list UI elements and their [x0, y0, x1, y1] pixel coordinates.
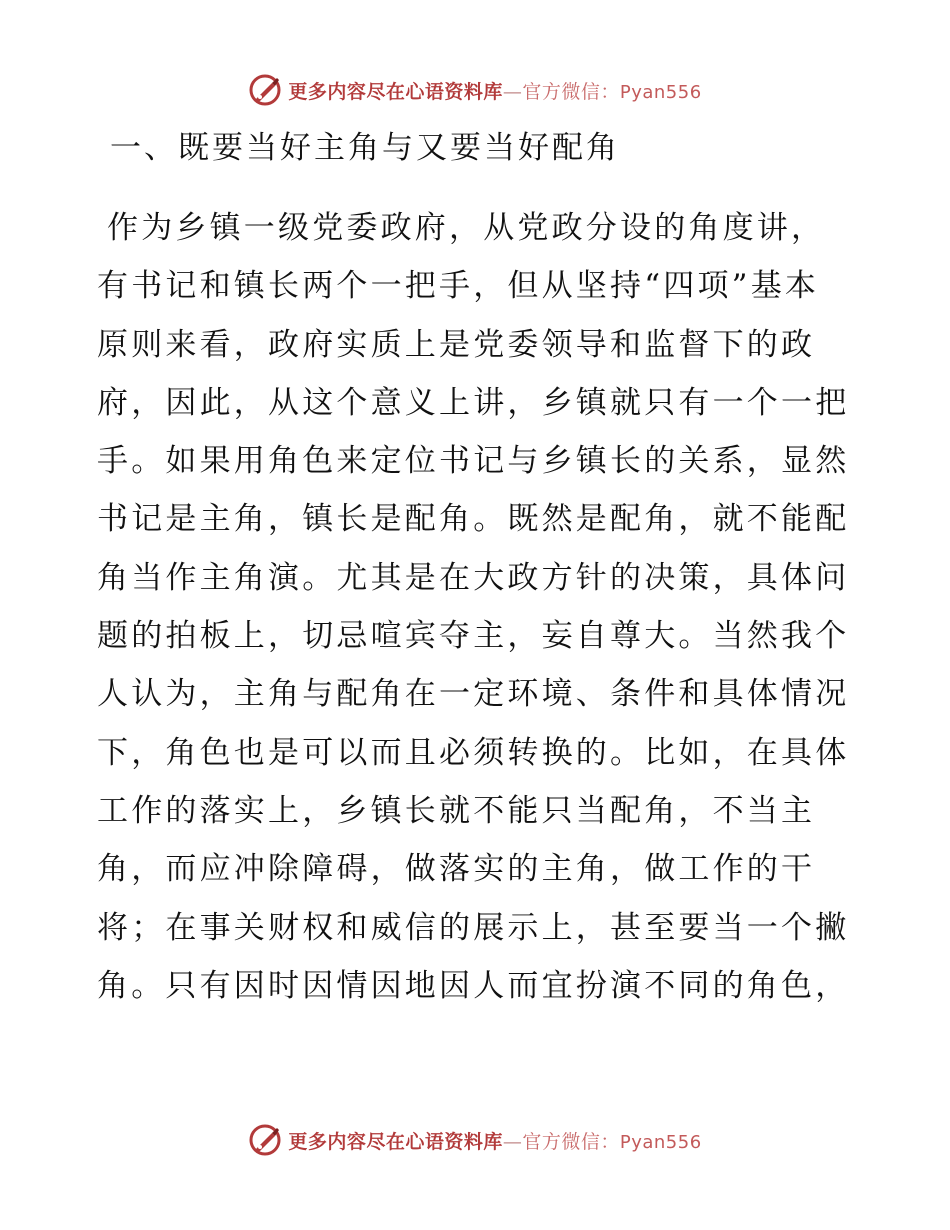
- footer-watermark-banner: [0, 1120, 950, 1160]
- header-watermark-banner: [0, 70, 950, 110]
- text-line: 书记是主角，镇长是配角。既然是配角，就不能配: [97, 501, 850, 538]
- text-line: 人认为，主角与配角在一定环境、条件和具体情况: [97, 676, 850, 713]
- text-line: 府，因此，从这个意义上讲，乡镇就只有一个一把: [97, 384, 850, 421]
- pen-logo-icon: [248, 73, 282, 107]
- text-line: 下，角色也是可以而且必须转换的。比如，在具体: [97, 734, 850, 771]
- text-line: 题的拍板上，切忌喧宾夺主，妄自尊大。当然我个: [97, 618, 850, 655]
- text-line: 角，而应冲除障碍，做落实的主角，做工作的干: [97, 851, 816, 888]
- text-line: 手。如果用角色来定位书记与乡镇长的关系，显然: [97, 443, 850, 480]
- section-heading: 一、既要当好主角与又要当好配角: [110, 130, 620, 166]
- text-line: 角。只有因时因情因地因人而宜扮演不同的角色，: [97, 967, 850, 1004]
- text-line: 原则来看，政府实质上是党委领导和监督下的政: [97, 326, 816, 363]
- banner-dash: —: [502, 80, 523, 103]
- banner-wechat-label: 官方微信：: [522, 1130, 620, 1153]
- text-line: 有书记和镇长两个一把手，但从坚持“四项”基本: [97, 268, 820, 305]
- banner-text: [288, 77, 701, 104]
- banner-main-text: 更多内容尽在心语资料库: [288, 80, 503, 103]
- body-paragraph: [97, 199, 857, 1015]
- banner-text: [288, 1127, 701, 1154]
- pen-logo-icon: [248, 1123, 282, 1157]
- banner-wechat-id: Pyan556: [619, 1131, 702, 1153]
- banner-main-text: 更多内容尽在心语资料库: [288, 1130, 503, 1153]
- text-line: 角当作主角演。尤其是在大政方针的决策，具体问: [97, 559, 850, 596]
- banner-wechat-label: 官方微信：: [522, 80, 620, 103]
- text-line: 作为乡镇一级党委政府，从党政分设的角度讲，: [107, 210, 826, 246]
- banner-dash: —: [502, 1130, 523, 1153]
- text-line: 工作的落实上，乡镇长就不能只当配角，不当主: [97, 792, 816, 829]
- banner-wechat-id: Pyan556: [619, 81, 702, 103]
- text-line: 将；在事关财权和威信的展示上，甚至要当一个撇: [97, 909, 850, 946]
